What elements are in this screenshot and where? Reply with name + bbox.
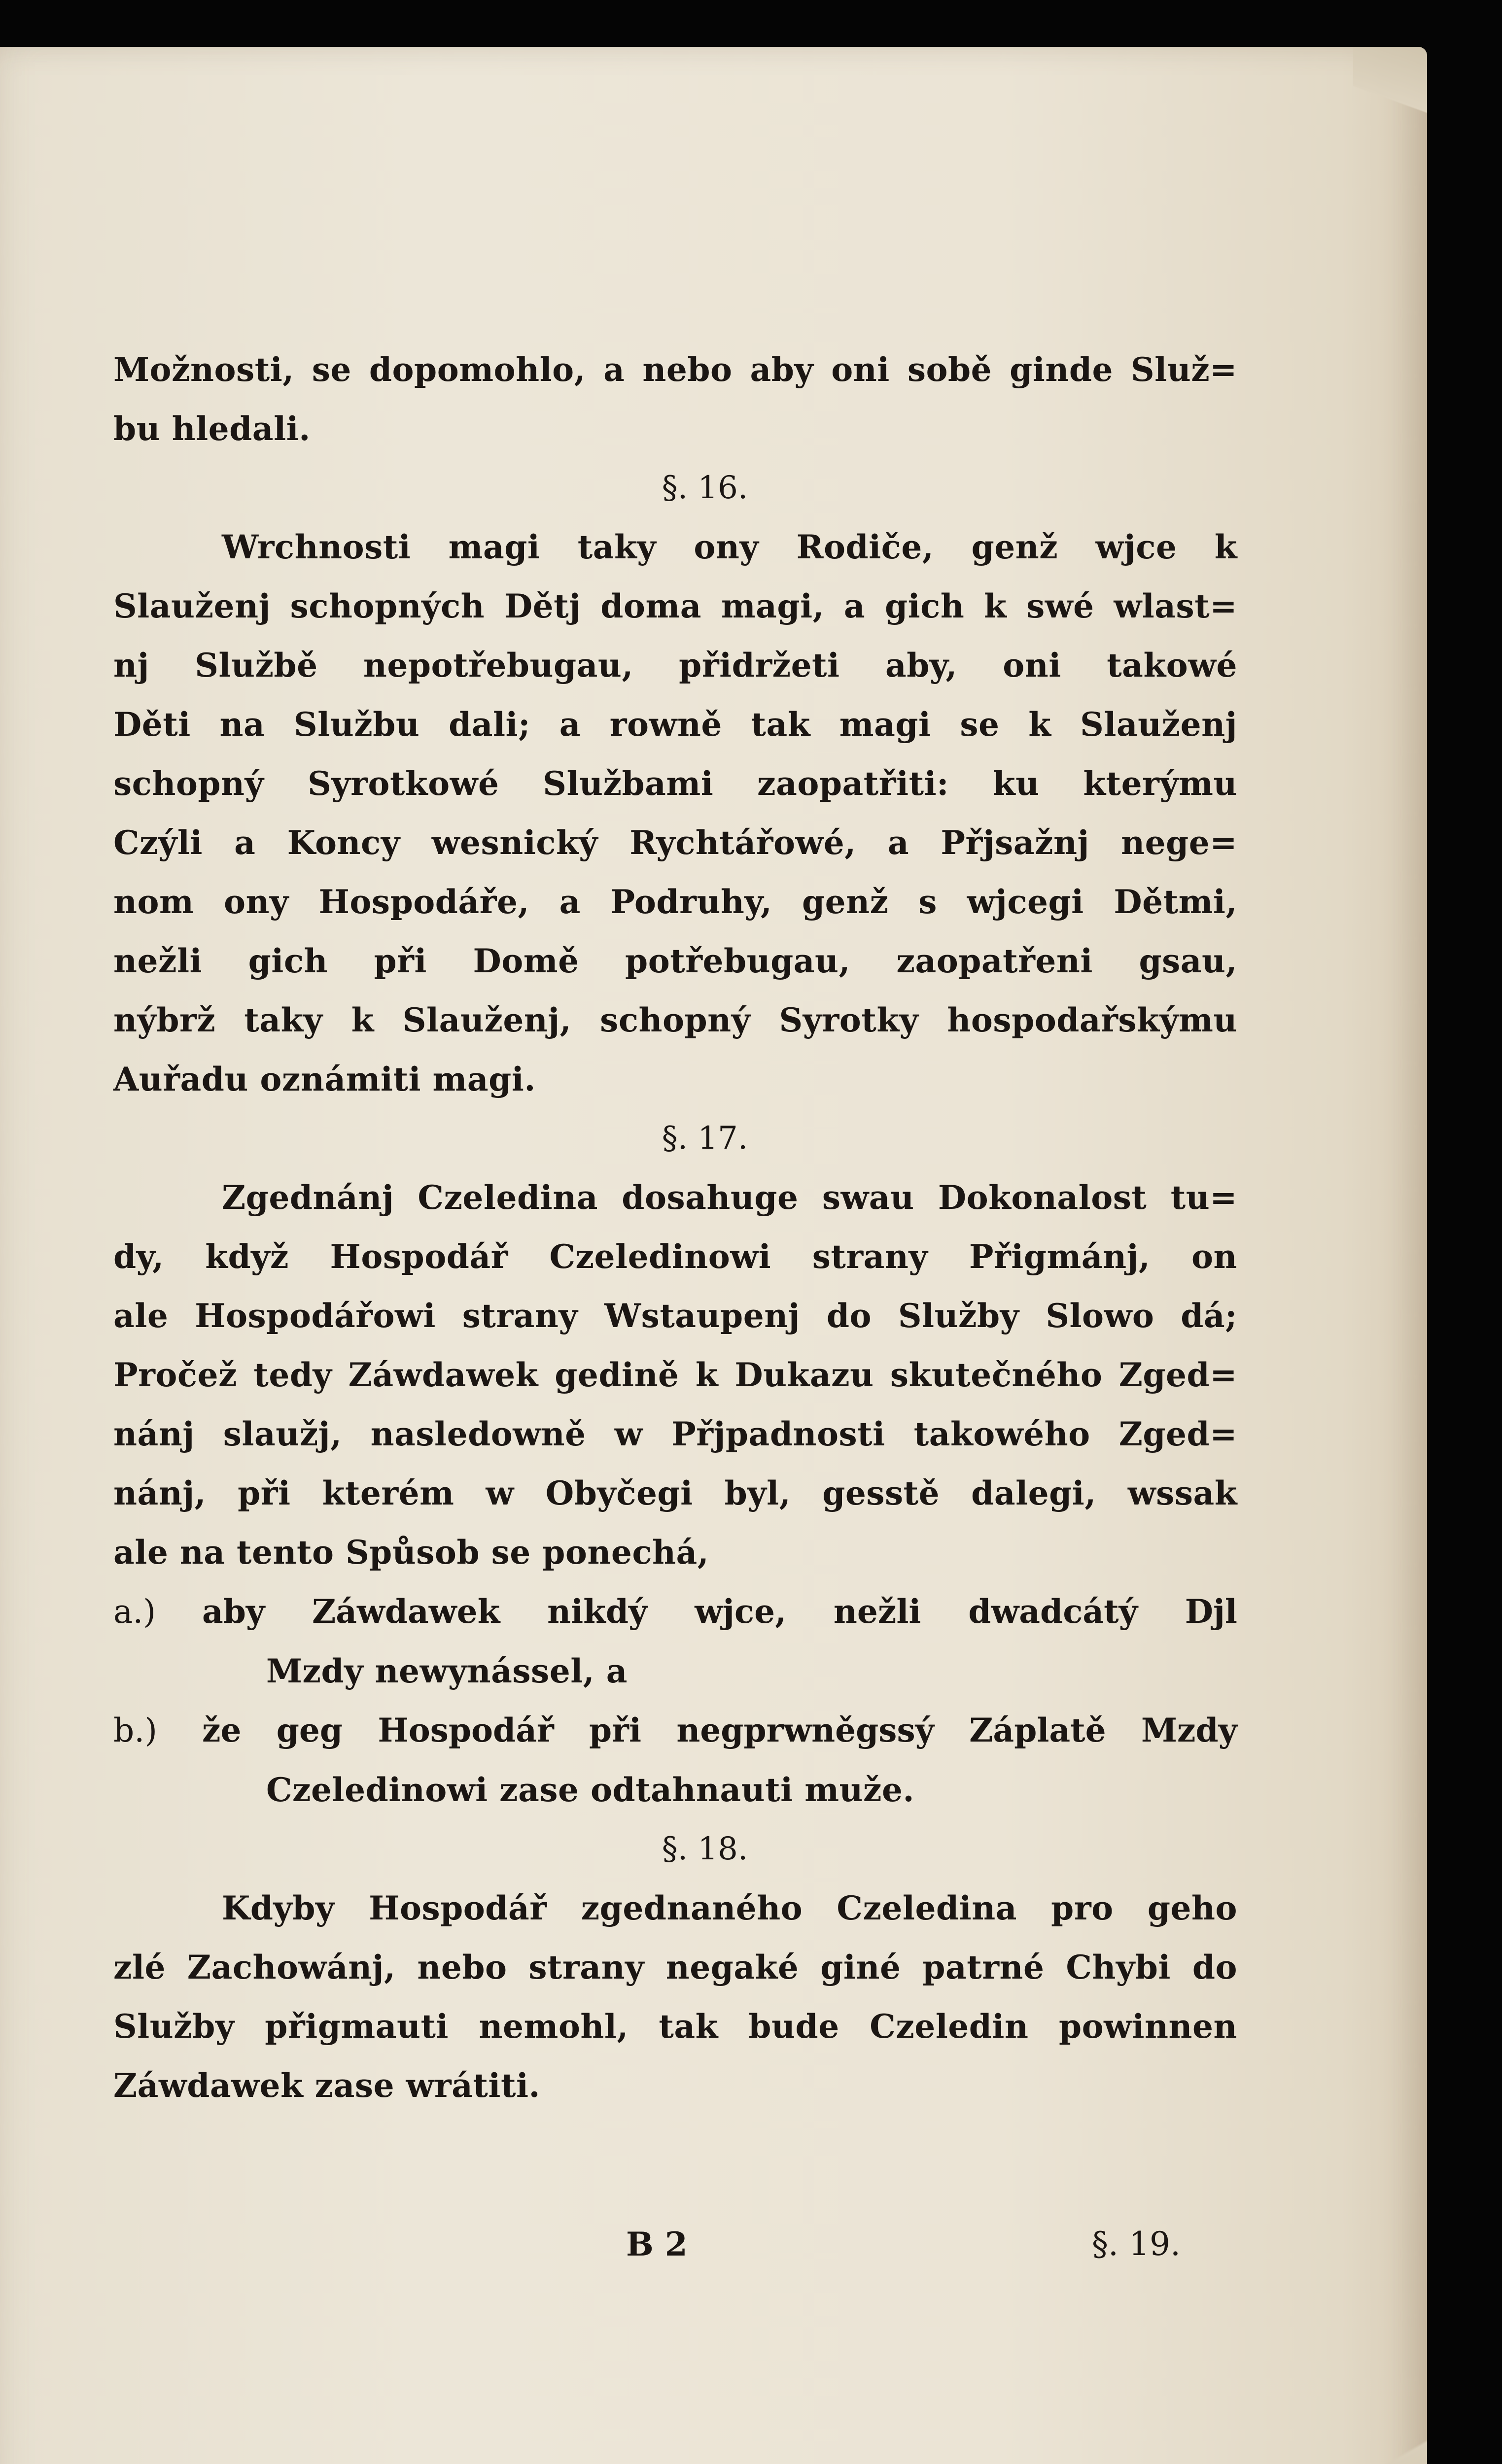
list-item-continuation: Czeledinowi zase odtahnauti muže. (266, 1771, 914, 1809)
list-item-text: aby Záwdawek nikdý wjce, nežli dwadcátý Djl (202, 1592, 1237, 1631)
section-heading: §. 16. (662, 470, 748, 506)
list-item-continuation: Mzdy newynássel, a (266, 1652, 628, 1690)
list-item-text: že geg Hospodář při negprwněgssý Záplatě Mzdy (202, 1711, 1237, 1749)
paragraph-first-line: Kdyby Hospodář zgednaného Czeledina pro geho (222, 1889, 1237, 1927)
text-line: nánj, při kterém w Obyčegi byl, gesstě dalegi, wssak (113, 1474, 1237, 1512)
text-line: schopný Syrotkowé Službami zaopatřiti: ku kterýmu (113, 764, 1237, 803)
section-heading: §. 18. (662, 1831, 748, 1867)
catchword: §. 19. (1092, 2225, 1181, 2263)
page-corner-fold-bottom (1319, 2314, 1427, 2464)
text-line: Auřadu oznámiti magi. (113, 1060, 536, 1098)
paragraph-first-line: Zgednánj Czeledina dosahuge swau Dokonalost tu= (222, 1178, 1237, 1217)
list-item (113, 1582, 1237, 1642)
section-heading: §. 17. (662, 1120, 748, 1157)
page-footer (0, 2225, 1427, 2284)
body-text (113, 340, 1237, 2115)
document-page (0, 47, 1427, 2464)
text-line: ale Hospodářowi strany Wstaupenj do Služby Slowo dá; (113, 1297, 1237, 1335)
page-corner-fold-top (1353, 47, 1427, 165)
text-line: Slauženj schopných Dětj doma magi, a gich k swé wlast= (113, 587, 1237, 625)
text-line: Možnosti, se dopomohlo, a nebo aby oni sobě ginde Služ= (113, 350, 1237, 389)
list-marker: b.) (113, 1711, 157, 1749)
signature-mark: B 2 (626, 2225, 688, 2263)
text-line: Czýli a Koncy wesnický Rychtářowé, a Přjsažnj nege= (113, 823, 1237, 862)
text-line: nj Službě nepotřebugau, přidržeti aby, oni takowé (113, 646, 1237, 684)
text-line: bu hledali. (113, 410, 311, 448)
text-line: Pročež tedy Záwdawek gedině k Dukazu skutečného Zged= (113, 1356, 1237, 1394)
text-line: Služby přigmauti nemohl, tak bude Czeledin powinnen (113, 2007, 1237, 2046)
list-marker: a.) (113, 1593, 156, 1631)
text-line: Děti na Službu dali; a rowně tak magi se k Slauženj (113, 705, 1237, 744)
text-line: nom ony Hospodáře, a Podruhy, genž s wjcegi Dětmi, (113, 883, 1237, 921)
list-item (113, 1701, 1237, 1760)
paragraph-first-line: Wrchnosti magi taky ony Rodiče, genž wjce k (222, 528, 1237, 566)
text-line: nýbrž taky k Slauženj, schopný Syrotky hospodařskýmu (113, 1001, 1237, 1039)
text-line: dy, když Hospodář Czeledinowi strany Přigmánj, on (113, 1237, 1237, 1276)
text-line: Záwdawek zase wrátiti. (113, 2066, 541, 2105)
text-line: nežli gich při Domě potřebugau, zaopatřeni gsau, (113, 942, 1237, 980)
text-line: ale na tento Spůsob se ponechá, (113, 1533, 709, 1572)
text-line: nánj slaužj, nasledowně w Přjpadnosti takowého Zged= (113, 1415, 1237, 1453)
text-line: zlé Zachowánj, nebo strany negaké giné patrné Chybi do (113, 1948, 1237, 1986)
